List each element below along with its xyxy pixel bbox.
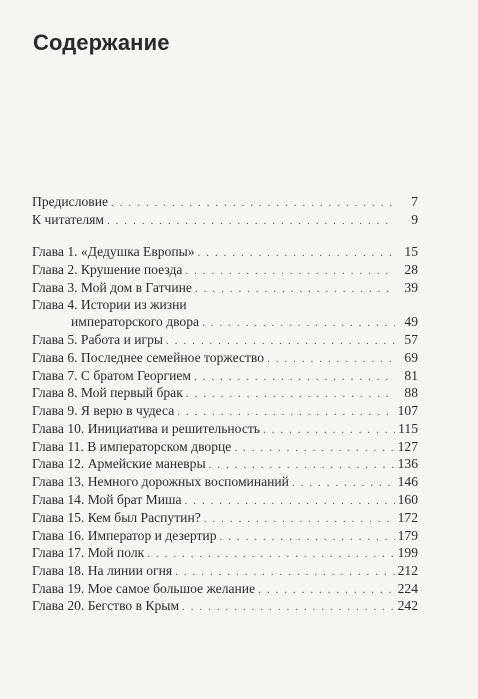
toc-entry-label: Глава 11. В императорском дворце <box>32 439 232 454</box>
toc-entry-page: 57 <box>404 332 418 347</box>
toc-entry-label: Глава 17. Мой полк <box>32 545 145 560</box>
toc-entry-label: Глава 2. Крушение поезда <box>32 262 183 277</box>
toc-entry-page: 242 <box>397 598 418 613</box>
toc-entry-label: Глава 18. На линии огня <box>32 563 173 578</box>
toc-entry-page: 115 <box>398 421 418 436</box>
toc-entry-chapter-15[interactable] <box>32 509 418 528</box>
toc-entry-label: Глава 13. Немного дорожных воспоминаний <box>32 474 289 489</box>
dot-leader <box>147 546 394 563</box>
toc-entry-chapter-6[interactable] <box>32 349 418 368</box>
dot-leader <box>204 511 395 528</box>
page-title: Содержание <box>33 30 170 55</box>
toc-entry-chapter-4-first-line[interactable] <box>32 296 418 313</box>
toc-entry-label: Глава 20. Бегство в Крым <box>32 598 180 613</box>
toc-entry-label: Глава 1. «Дедушка Европы» <box>32 244 195 259</box>
dot-leader <box>177 404 394 421</box>
toc-entry-chapter-1[interactable] <box>32 243 418 262</box>
toc-entry-page: 9 <box>411 212 418 227</box>
dot-leader <box>198 245 395 262</box>
toc-entry-page: 7 <box>411 194 418 209</box>
toc-entry-label: Глава 6. Последнее семейное торжество <box>32 350 265 365</box>
dot-leader <box>166 333 395 350</box>
toc-entry-label: Глава 3. Мой дом в Гатчине <box>32 280 192 295</box>
toc-entry-page: 15 <box>404 244 418 259</box>
dot-leader <box>209 457 395 474</box>
toc-entry-page: 81 <box>404 368 418 383</box>
toc-entry-label: Глава 15. Кем был Распутин? <box>32 510 201 525</box>
toc-entry-label: Глава 12. Армейские маневры <box>32 456 206 471</box>
toc-entry-label: Глава 10. Инициатива и решительность <box>32 421 260 436</box>
toc-entry-page: 107 <box>397 403 418 418</box>
toc-entry-label: Глава 19. Мое самое большое желание <box>32 581 256 596</box>
dot-leader <box>263 422 395 439</box>
toc-entry-page: 146 <box>397 474 418 489</box>
dot-leader <box>185 263 395 280</box>
toc-entry-page: 224 <box>397 581 418 596</box>
toc-entry-page: 199 <box>397 545 418 560</box>
toc-entry-label: Глава 5. Работа и игры <box>32 332 164 347</box>
toc-entry-page: 39 <box>404 280 418 295</box>
dot-leader <box>267 351 395 368</box>
toc-entry-label: Глава 16. Император и дезертир <box>32 528 217 543</box>
toc-entry-chapter-8[interactable] <box>32 384 418 403</box>
toc-entry-page: 172 <box>397 510 418 525</box>
toc-entry-label: Глава 8. Мой первый брак <box>32 385 183 400</box>
dot-leader <box>107 213 395 230</box>
dot-leader <box>186 386 395 403</box>
toc-entry-page: 136 <box>397 456 418 471</box>
toc-entry-chapter-13[interactable] <box>32 473 418 492</box>
toc-entry-page: 69 <box>404 350 418 365</box>
toc-entry-label: Предисловие <box>32 194 109 209</box>
dot-leader <box>111 195 395 212</box>
toc-entry-page: 28 <box>404 262 418 277</box>
toc-entry-chapter-2[interactable] <box>32 261 418 280</box>
toc-entry-page: 127 <box>397 439 418 454</box>
toc-entry-chapter-18[interactable] <box>32 562 418 581</box>
toc-entry-page: 88 <box>404 385 418 400</box>
toc-entry-chapter-9[interactable] <box>32 402 418 421</box>
toc-entry-chapter-10[interactable] <box>32 420 418 439</box>
toc-entry-to-readers[interactable] <box>32 211 418 230</box>
toc-entry-chapter-5[interactable] <box>32 331 418 350</box>
toc-entry-page: 212 <box>397 563 418 578</box>
dot-leader <box>185 493 395 510</box>
dot-leader <box>202 315 395 332</box>
toc-entry-page: 49 <box>404 314 418 329</box>
toc-entry-chapter-14[interactable] <box>32 491 418 510</box>
dot-leader <box>292 475 395 492</box>
toc-entry-label: Глава 9. Я верю в чудеса <box>32 403 175 418</box>
dot-leader <box>175 564 394 581</box>
toc-entry-chapter-17[interactable] <box>32 544 418 563</box>
toc-entry-label: Глава 7. С братом Георгием <box>32 368 192 383</box>
toc-entry-label: К читателям <box>32 212 104 227</box>
toc-entry-chapter-4[interactable] <box>32 313 418 332</box>
toc-entry-preface[interactable] <box>32 193 418 212</box>
toc-entry-page: 160 <box>397 492 418 507</box>
dot-leader <box>182 599 395 616</box>
toc-entry-label: Глава 14. Мой брат Миша <box>32 492 182 507</box>
toc-entry-page: 179 <box>397 528 418 543</box>
toc-entry-chapter-12[interactable] <box>32 455 418 474</box>
toc-entry-label-continued: императорского двора <box>71 314 200 329</box>
toc-entry-label: Глава 4. Истории из жизни <box>32 297 187 312</box>
toc-entry-chapter-20[interactable] <box>32 597 418 616</box>
